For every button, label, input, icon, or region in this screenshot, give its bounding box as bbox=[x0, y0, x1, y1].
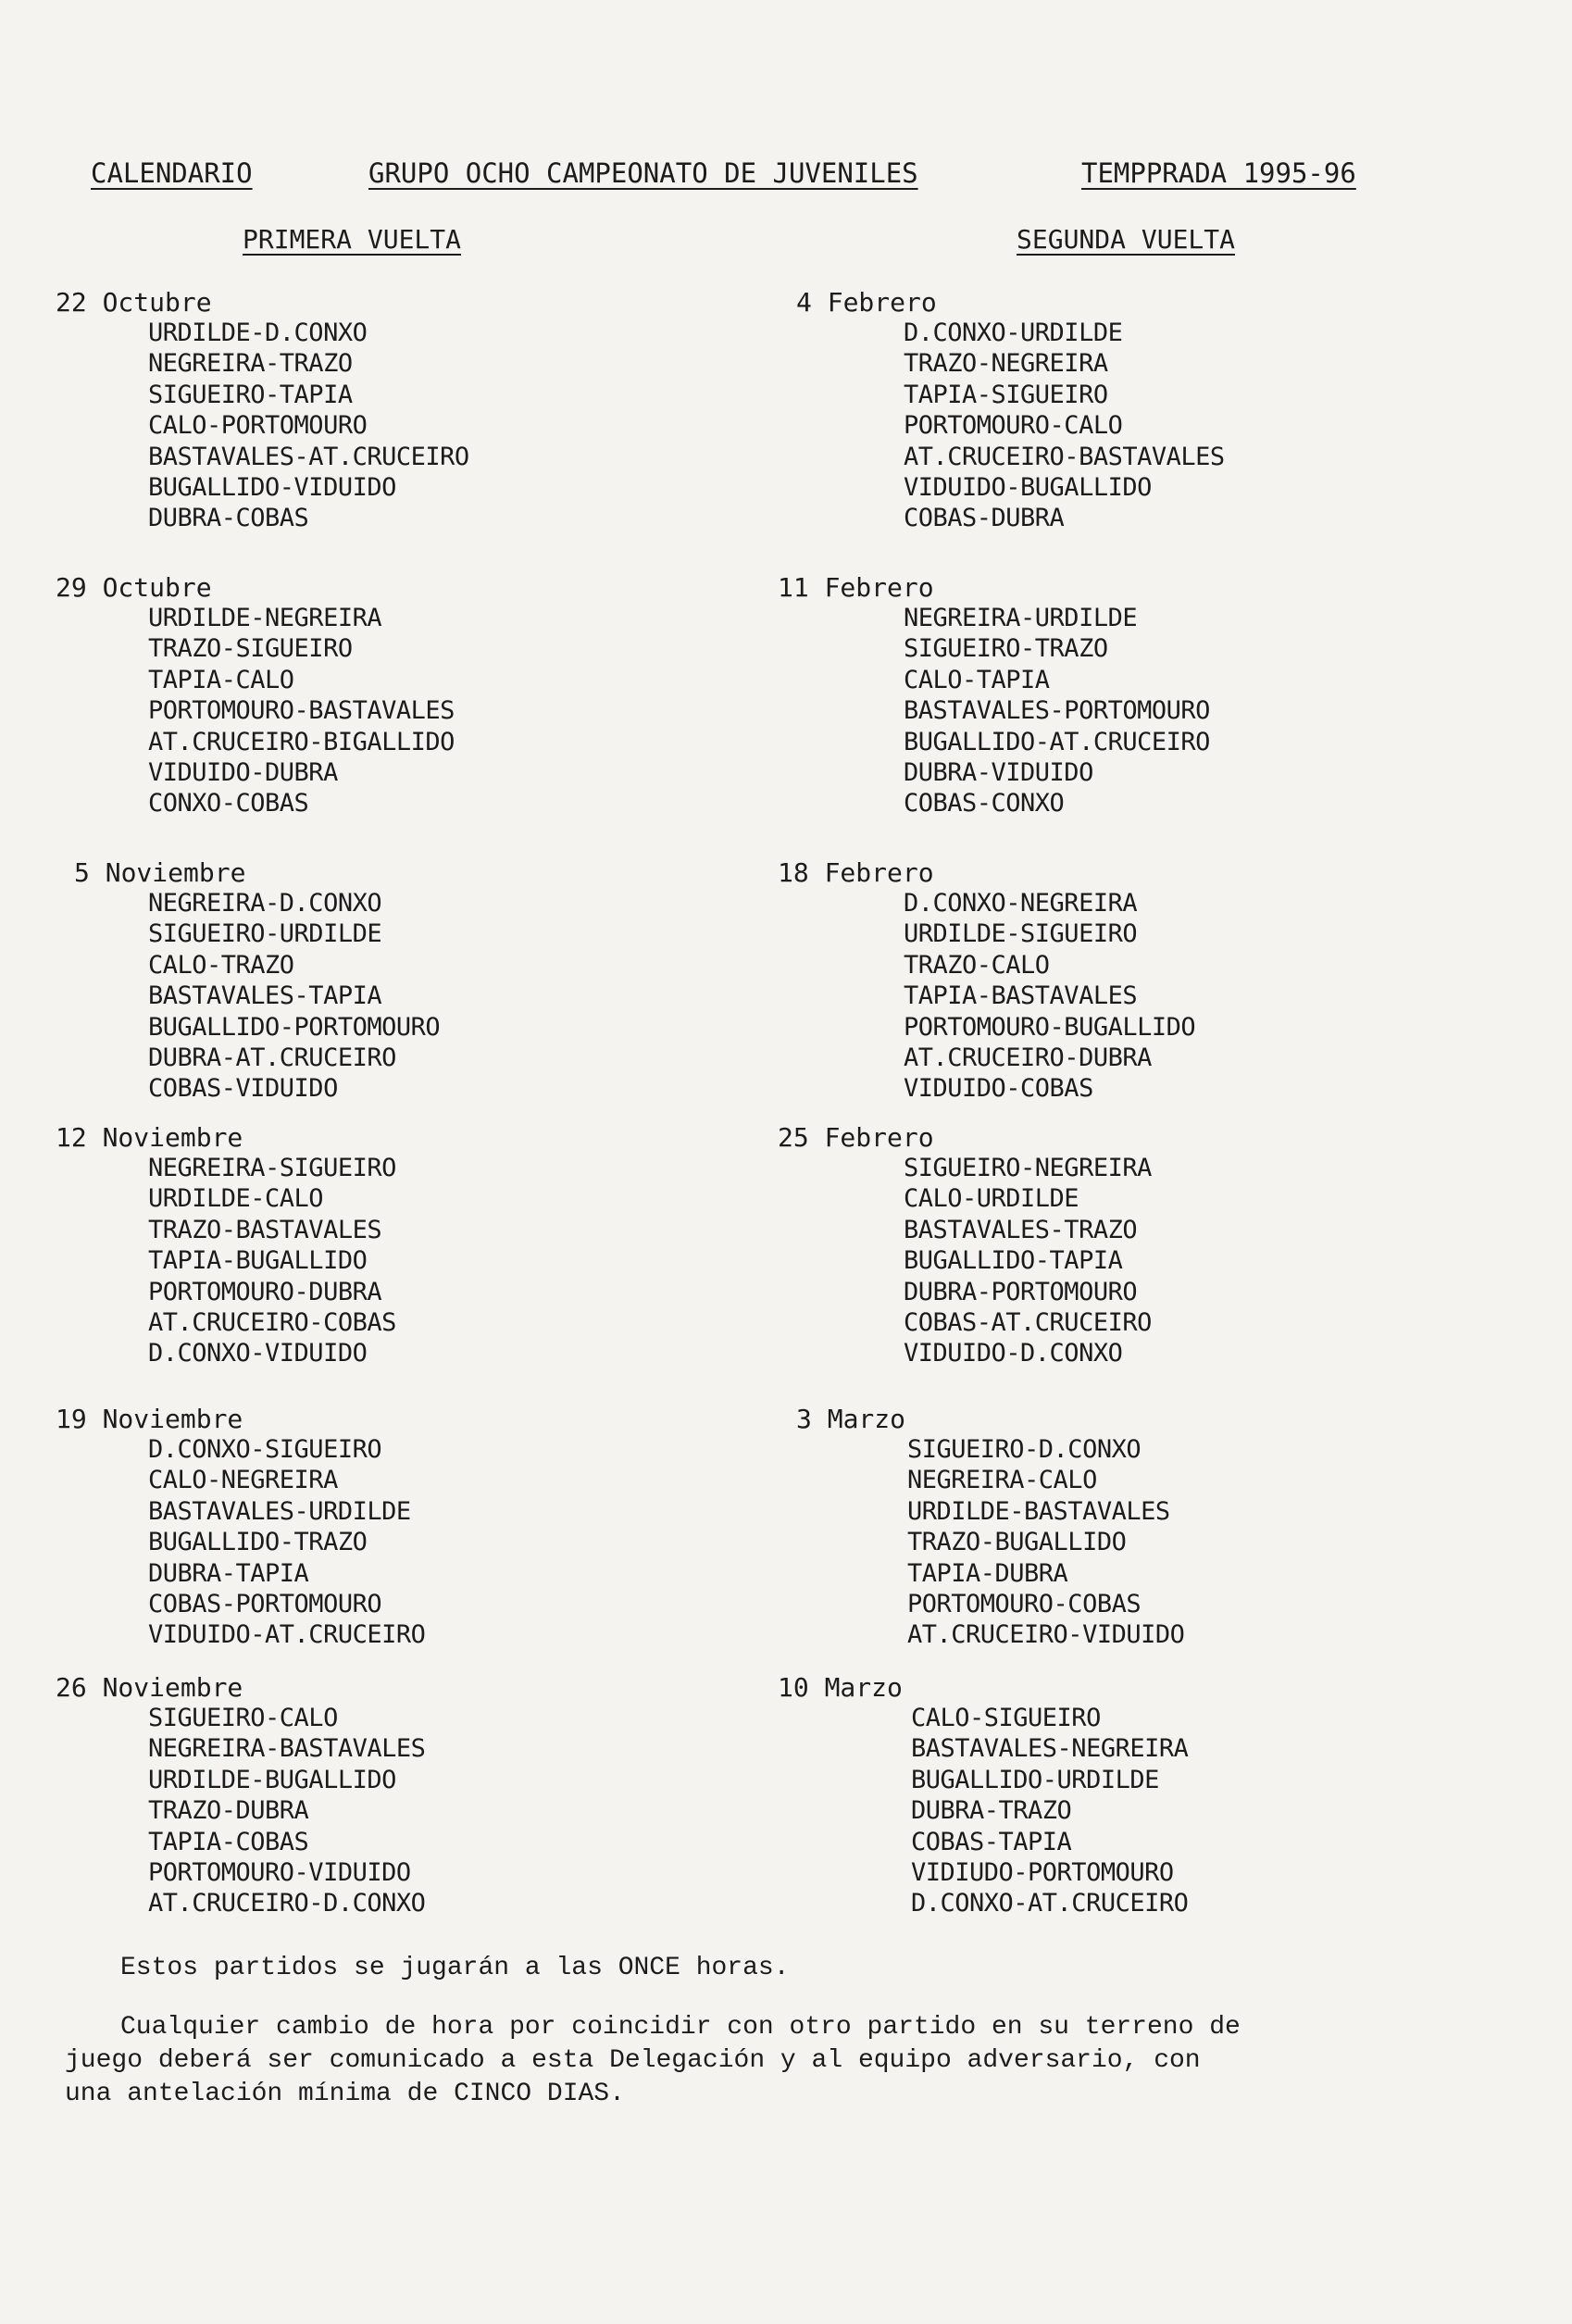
match-item: D.CONXO-VIDUIDO bbox=[148, 1339, 368, 1368]
match-item: URDILDE-BUGALLIDO bbox=[148, 1765, 396, 1794]
match-item: URDILDE-BASTAVALES bbox=[907, 1496, 1170, 1526]
round-date: 18 Febrero bbox=[778, 857, 934, 888]
change-notice-line: una antelación mínima de CINCO DIAS. bbox=[65, 2080, 625, 2108]
match-item: BUGALLIDO-URDILDE bbox=[911, 1765, 1159, 1794]
match-item: URDILDE-CALO bbox=[148, 1184, 324, 1214]
match-item: AT.CRUCEIRO-VIDUIDO bbox=[907, 1620, 1185, 1650]
match-item: TAPIA-CALO bbox=[148, 665, 294, 694]
match-item: COBAS-VIDUIDO bbox=[148, 1074, 338, 1104]
match-item: COBAS-TAPIA bbox=[911, 1827, 1072, 1856]
match-item: TRAZO-NEGREIRA bbox=[904, 349, 1108, 379]
match-list bbox=[778, 1153, 1370, 1369]
match-item: CALO-TRAZO bbox=[148, 950, 294, 980]
match-item: COBAS-CONXO bbox=[904, 789, 1065, 818]
match-item: SIGUEIRO-TAPIA bbox=[148, 380, 353, 409]
match-item: TRAZO-SIGUEIRO bbox=[148, 634, 353, 664]
match-item: NEGREIRA-CALO bbox=[907, 1466, 1097, 1495]
match-item: VIDUIDO-BUGALLIDO bbox=[904, 473, 1152, 503]
match-item: BASTAVALES-AT.CRUCEIRO bbox=[148, 442, 469, 471]
round-date: 11 Febrero bbox=[778, 572, 934, 603]
match-item: DUBRA-COBAS bbox=[148, 504, 309, 533]
match-item: BASTAVALES-TAPIA bbox=[148, 981, 382, 1011]
round-date: 26 Noviembre bbox=[56, 1672, 243, 1703]
match-item: TRAZO-BASTAVALES bbox=[148, 1215, 382, 1244]
segunda-vuelta-title: SEGUNDA VUELTA bbox=[1017, 224, 1236, 255]
match-list bbox=[56, 1434, 648, 1651]
match-item: URDILDE-NEGREIRA bbox=[148, 604, 382, 632]
match-item: NEGREIRA-D.CONXO bbox=[148, 889, 382, 918]
match-list bbox=[74, 888, 667, 1105]
match-item: TAPIA-BASTAVALES bbox=[904, 981, 1138, 1011]
round-block bbox=[778, 1672, 1370, 1919]
round-date: 5 Noviembre bbox=[74, 857, 246, 888]
match-item: BASTAVALES-TRAZO bbox=[904, 1215, 1138, 1244]
match-item: TRAZO-CALO bbox=[904, 950, 1050, 980]
match-item: PORTOMOURO-VIDUIDO bbox=[148, 1858, 411, 1888]
match-item: VIDUIDO-AT.CRUCEIRO bbox=[148, 1620, 426, 1650]
match-item: URDILDE-D.CONXO bbox=[148, 319, 368, 347]
change-notice bbox=[65, 2011, 1481, 2111]
match-item: BASTAVALES-PORTOMOURO bbox=[904, 696, 1210, 726]
match-item: BUGALLIDO-TRAZO bbox=[148, 1528, 368, 1557]
match-item: PORTOMOURO-CALO bbox=[904, 411, 1123, 441]
round-date: 25 Febrero bbox=[778, 1122, 934, 1153]
match-list bbox=[778, 603, 1370, 819]
round-date: 10 Marzo bbox=[778, 1672, 903, 1703]
match-item: TRAZO-DUBRA bbox=[148, 1796, 309, 1826]
match-item: TAPIA-COBAS bbox=[148, 1827, 309, 1856]
match-item: DUBRA-VIDUIDO bbox=[904, 758, 1093, 788]
match-item: VIDUIDO-DUBRA bbox=[148, 758, 338, 788]
schedule-note: Estos partidos se jugarán a las ONCE horas. bbox=[120, 1954, 790, 1982]
match-item: BASTAVALES-NEGREIRA bbox=[911, 1734, 1189, 1764]
match-item: CALO-NEGREIRA bbox=[148, 1466, 338, 1495]
header-group-title: GRUPO OCHO CAMPEONATO DE JUVENILES bbox=[368, 157, 918, 189]
match-item: DUBRA-TRAZO bbox=[911, 1796, 1072, 1826]
match-item: AT.CRUCEIRO-DUBRA bbox=[904, 1043, 1152, 1073]
match-item: PORTOMOURO-BASTAVALES bbox=[148, 696, 455, 726]
match-item: CALO-TAPIA bbox=[904, 665, 1050, 694]
match-item: PORTOMOURO-COBAS bbox=[907, 1590, 1142, 1619]
round-date: 22 Octubre bbox=[56, 287, 212, 318]
change-notice-line: Cualquier cambio de hora por coincidir con otro partido en su terreno de bbox=[120, 2013, 1241, 2042]
match-list bbox=[56, 603, 648, 819]
header-calendario: CALENDARIO bbox=[91, 157, 253, 189]
match-item: DUBRA-TAPIA bbox=[148, 1558, 309, 1588]
match-item: SIGUEIRO-D.CONXO bbox=[907, 1435, 1142, 1464]
match-item: COBAS-DUBRA bbox=[904, 504, 1065, 533]
change-notice-line: juego deberá ser comunicado a esta Delegación y al equipo adversario, con bbox=[65, 2046, 1201, 2075]
match-item: NEGREIRA-URDILDE bbox=[904, 604, 1138, 632]
match-list bbox=[56, 1153, 648, 1369]
match-item: BUGALLIDO-VIDUIDO bbox=[148, 473, 396, 503]
match-item: DUBRA-AT.CRUCEIRO bbox=[148, 1043, 396, 1073]
match-item: AT.CRUCEIRO-COBAS bbox=[148, 1308, 396, 1338]
match-item: TRAZO-BUGALLIDO bbox=[907, 1528, 1127, 1557]
round-block bbox=[778, 857, 1370, 1105]
match-list bbox=[56, 318, 648, 534]
match-list bbox=[56, 1703, 648, 1919]
match-list bbox=[796, 1434, 1389, 1651]
match-item: D.CONXO-NEGREIRA bbox=[904, 889, 1138, 918]
round-date: 12 Noviembre bbox=[56, 1122, 243, 1153]
match-item: D.CONXO-SIGUEIRO bbox=[148, 1435, 382, 1464]
match-item: AT.CRUCEIRO-D.CONXO bbox=[148, 1889, 426, 1918]
match-item: VIDUIDO-D.CONXO bbox=[904, 1339, 1123, 1368]
primera-vuelta-title: PRIMERA VUELTA bbox=[243, 224, 462, 255]
match-item: NEGREIRA-TRAZO bbox=[148, 349, 353, 379]
match-item: CALO-SIGUEIRO bbox=[911, 1704, 1101, 1732]
match-item: SIGUEIRO-NEGREIRA bbox=[904, 1154, 1152, 1182]
match-item: BUGALLIDO-TAPIA bbox=[904, 1246, 1123, 1276]
round-date: 4 Febrero bbox=[796, 287, 937, 318]
match-item: TAPIA-BUGALLIDO bbox=[148, 1246, 368, 1276]
match-item: PORTOMOURO-DUBRA bbox=[148, 1277, 382, 1306]
match-list bbox=[796, 318, 1389, 534]
match-item: D.CONXO-AT.CRUCEIRO bbox=[911, 1889, 1189, 1918]
match-item: SIGUEIRO-URDILDE bbox=[148, 919, 382, 949]
match-item: D.CONXO-URDILDE bbox=[904, 319, 1123, 347]
round-block bbox=[778, 1122, 1370, 1369]
round-date: 19 Noviembre bbox=[56, 1404, 243, 1434]
round-block bbox=[796, 287, 1389, 534]
round-block bbox=[74, 857, 667, 1105]
match-item: URDILDE-SIGUEIRO bbox=[904, 919, 1138, 949]
match-item: AT.CRUCEIRO-BIGALLIDO bbox=[148, 727, 455, 756]
match-item: VIDIUDO-PORTOMOURO bbox=[911, 1858, 1174, 1888]
round-block bbox=[56, 572, 648, 819]
round-date: 29 Octubre bbox=[56, 572, 212, 603]
header-season: TEMPPRADA 1995-96 bbox=[1081, 157, 1356, 189]
match-item: BASTAVALES-URDILDE bbox=[148, 1496, 411, 1526]
match-list bbox=[778, 1703, 1370, 1919]
round-block bbox=[778, 572, 1370, 819]
match-item: TAPIA-SIGUEIRO bbox=[904, 380, 1108, 409]
match-item: PORTOMOURO-BUGALLIDO bbox=[904, 1012, 1196, 1042]
match-item: BUGALLIDO-AT.CRUCEIRO bbox=[904, 727, 1210, 756]
match-item: SIGUEIRO-CALO bbox=[148, 1704, 338, 1732]
match-list bbox=[778, 888, 1370, 1105]
round-block bbox=[56, 1672, 648, 1919]
match-item: CALO-URDILDE bbox=[904, 1184, 1079, 1214]
match-item: SIGUEIRO-TRAZO bbox=[904, 634, 1108, 664]
match-item: NEGREIRA-SIGUEIRO bbox=[148, 1154, 396, 1182]
match-item: TAPIA-DUBRA bbox=[907, 1558, 1068, 1588]
match-item: BUGALLIDO-PORTOMOURO bbox=[148, 1012, 441, 1042]
round-block bbox=[796, 1404, 1389, 1651]
match-item: COBAS-AT.CRUCEIRO bbox=[904, 1308, 1152, 1338]
match-item: DUBRA-PORTOMOURO bbox=[904, 1277, 1138, 1306]
match-item: CALO-PORTOMOURO bbox=[148, 411, 368, 441]
round-block bbox=[56, 287, 648, 534]
match-item: NEGREIRA-BASTAVALES bbox=[148, 1734, 426, 1764]
match-item: AT.CRUCEIRO-BASTAVALES bbox=[904, 442, 1225, 471]
round-block bbox=[56, 1122, 648, 1369]
round-date: 3 Marzo bbox=[796, 1404, 906, 1434]
match-item: VIDUIDO-COBAS bbox=[904, 1074, 1093, 1104]
round-block bbox=[56, 1404, 648, 1651]
match-item: CONXO-COBAS bbox=[148, 789, 309, 818]
match-item: COBAS-PORTOMOURO bbox=[148, 1590, 382, 1619]
